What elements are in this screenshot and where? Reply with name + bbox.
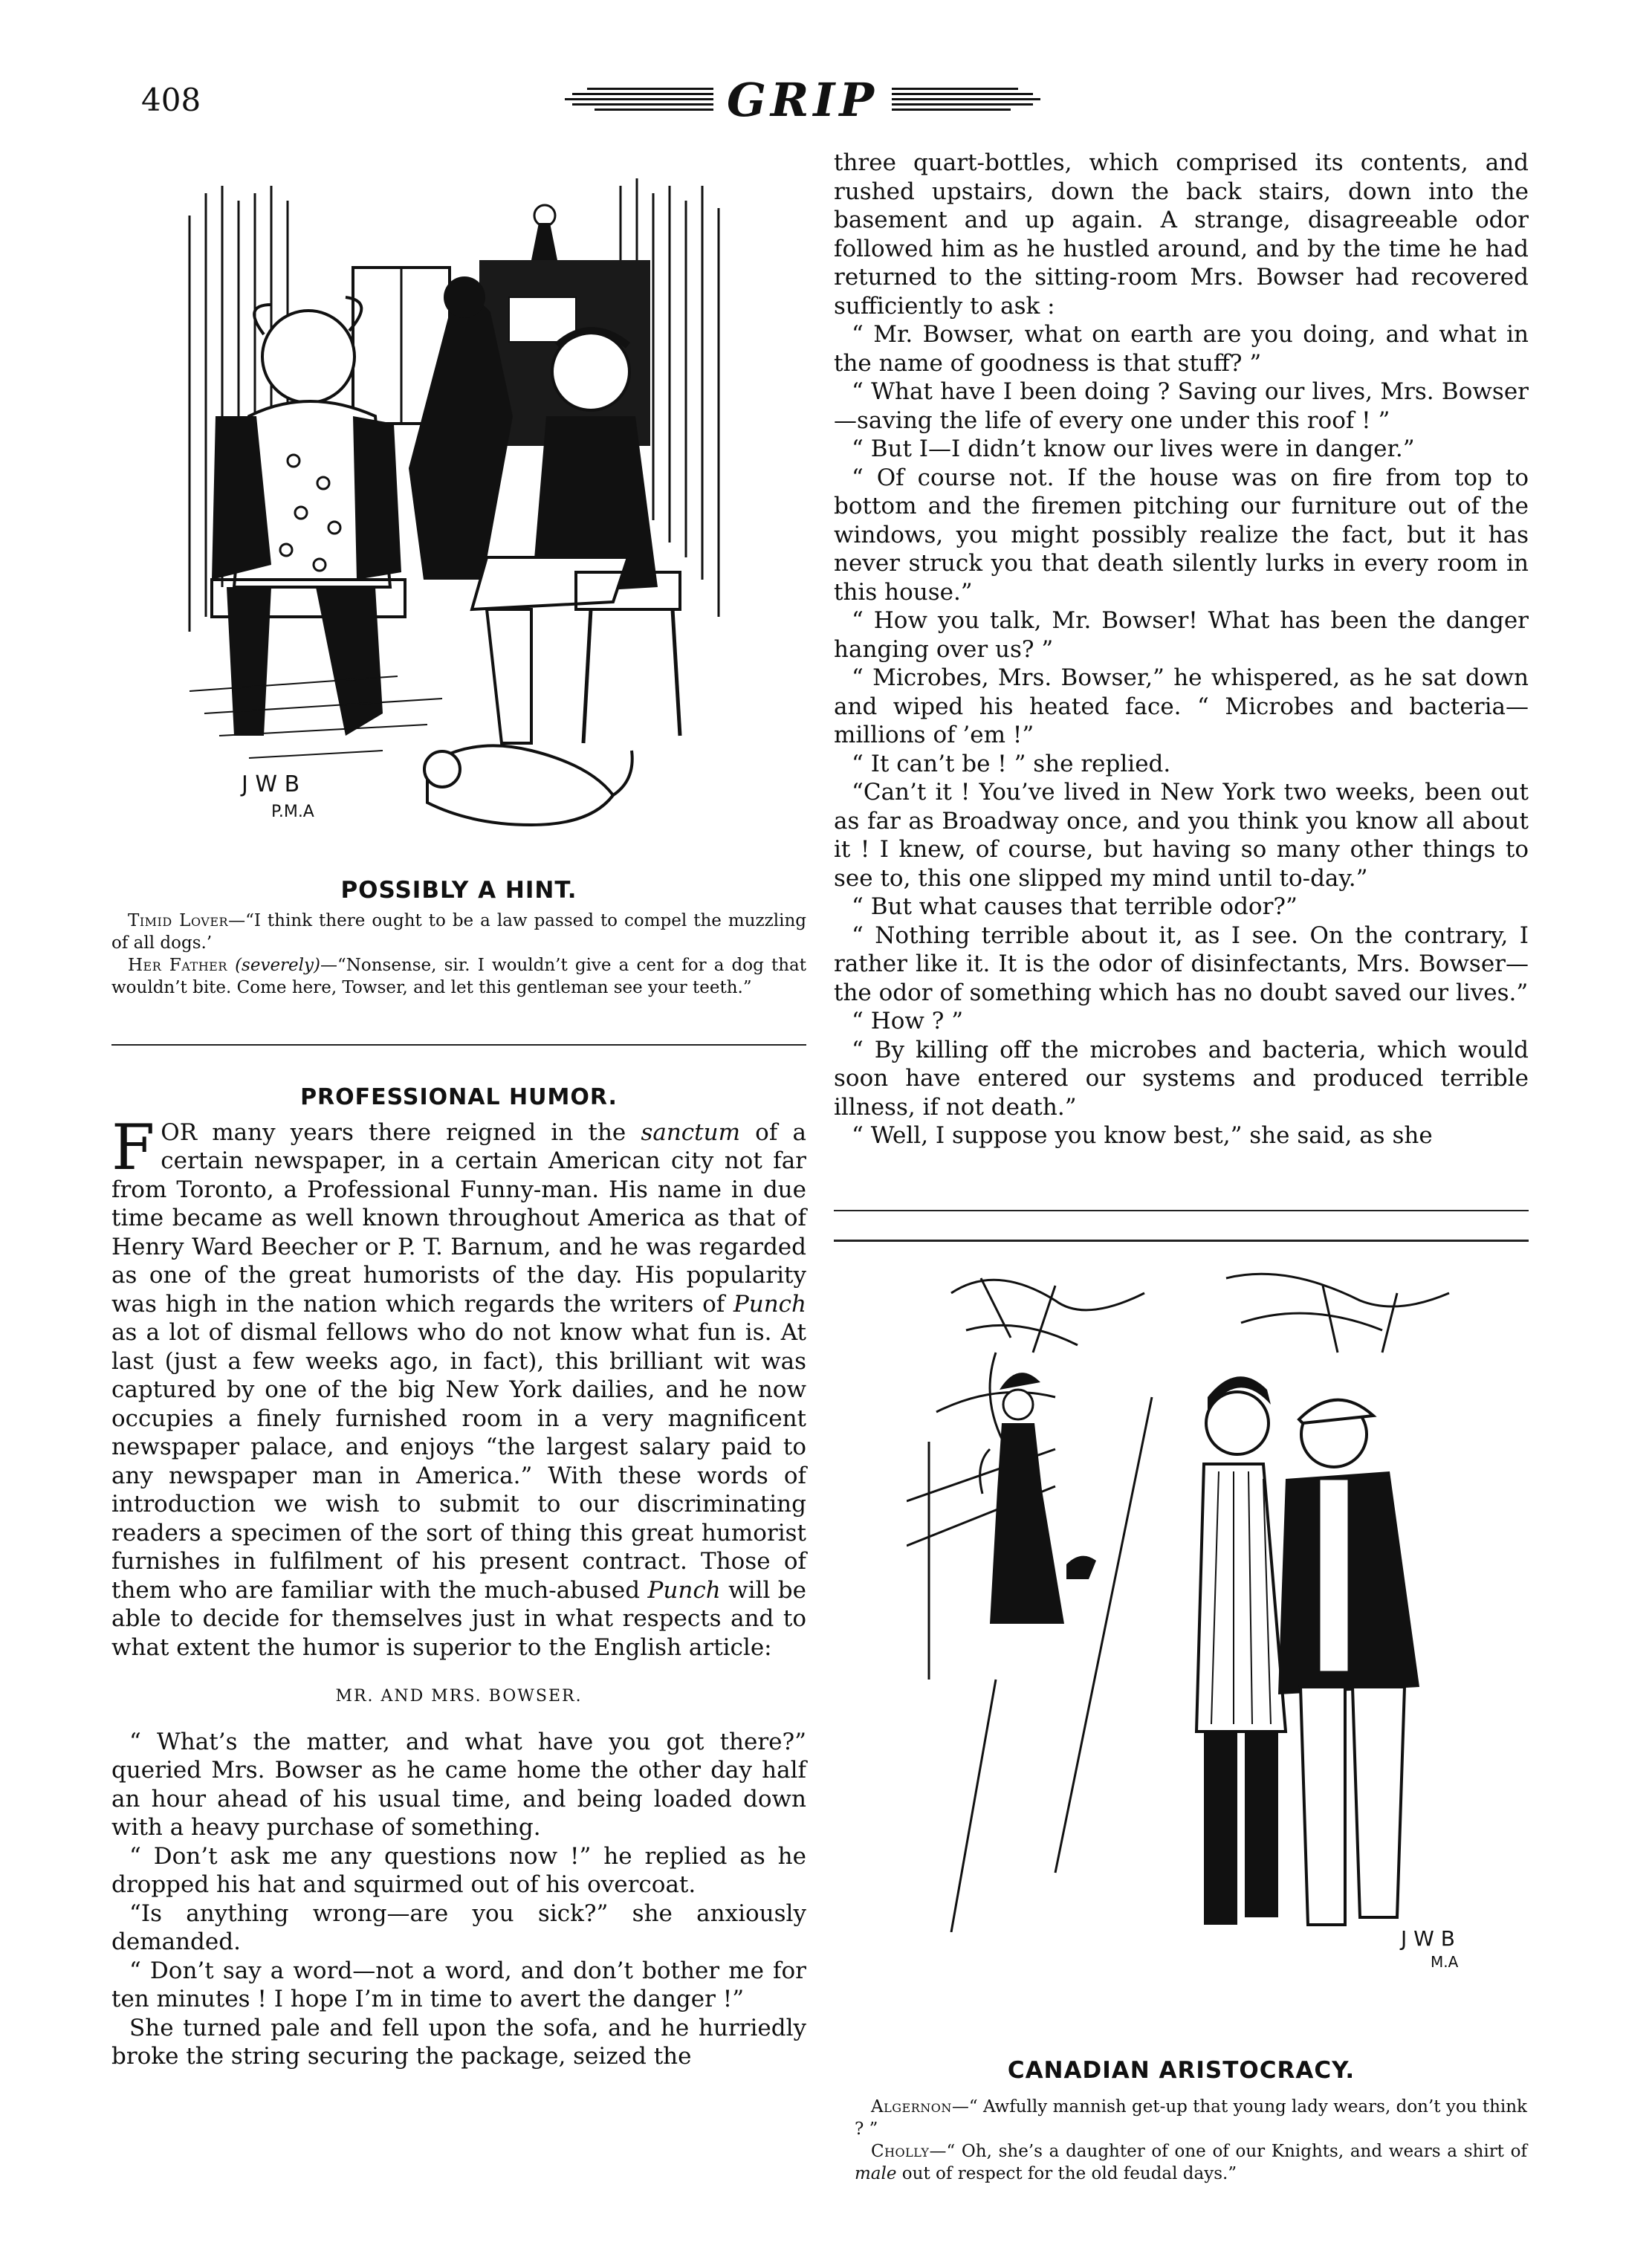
article-subheading: MR. AND MRS. BOWSER. (335, 1687, 583, 1706)
cartoon2-caption-line1 (855, 2096, 1527, 2140)
cartoon1-caption-line1 (111, 910, 806, 954)
article-paragraph: “ Nothing terrible about it, as I see. On the contrary, I rather like it. It is the odor of disinfectants, Mrs. Bowser—the odor of something which has no doubt saved our lives.” (834, 922, 1529, 1006)
article-paragraph: “Is anything wrong—are you sick?” she anxiously demanded. (111, 1899, 806, 1955)
cartoon2-speaker-1: Algernon (871, 2097, 952, 2116)
article-paragraph: “ But I—I didn’t know our lives were in danger.” (852, 435, 1415, 462)
article-right-column (834, 149, 1529, 1150)
article-paragraph: “ How you talk, Mr. Bowser! What has been the danger hanging over us? ” (834, 607, 1529, 663)
cartoon1-signature-mark: P.M.A (271, 803, 314, 821)
article-paragraph: three quart-bottles, which comprised its contents, and rushed upstairs, down the back stairs, down into the basement and up again. A strange, disagreeable odor followed him as he hustled around, and by the time he had returned to the sitting-room Mrs. Bowser had recovered sufficiently to ask : (834, 149, 1529, 320)
divider-left (111, 1044, 806, 1046)
cartoon-illustration-canadian-aristocracy (907, 1263, 1471, 1932)
divider-right-frame (834, 1240, 1529, 1242)
cartoon2-text-1: —“ Awfully mannish get-up that young lady wears, don’t you think ? ” (855, 2097, 1527, 2139)
cartoon1-signature-initials: J W B (242, 771, 300, 797)
cartoon2-speaker-2: Cholly (871, 2142, 930, 2161)
article-paragraph: She turned pale and fell upon the sofa, and he hurriedly broke the string securing the package, seized the (111, 2014, 806, 2070)
article-paragraph: “ But what causes that terrible odor?” (852, 893, 1298, 920)
article-left-column (111, 1084, 806, 2071)
article-paragraph: “ It can’t be ! ” she replied. (852, 750, 1171, 777)
masthead-rule-right (892, 71, 1040, 123)
article-paragraph: “ Of course not. If the house was on fire from top to bottom and the firemen pitching our furniture out of the windows, you might possibly realize the fact, but it has never struck you that death silently lurks in every room in this house.” (834, 464, 1529, 606)
page-number: 408 (141, 82, 201, 118)
cartoon2-caption-line2 (855, 2140, 1527, 2185)
article-paragraph: “ How ? ” (852, 1008, 964, 1034)
cartoon-illustration-possibly-a-hint (160, 171, 769, 862)
cartoon1-text-2: —“Nonsense, sir. I wouldn’t give a cent for a dog that wouldn’t bite. Come here, Towser, and let this gentleman see your teeth.” (111, 956, 806, 997)
cartoon2-caption (855, 2096, 1527, 2185)
cartoon1-speaker-1: Timid Lover (128, 911, 229, 930)
masthead-title: GRIP (726, 73, 879, 127)
article-paragraph: “Can’t it ! You’ve lived in New York two weeks, been out as far as Broadway once, and you think you know all about it ! I knew, of course, but having so many other things to see to, this one slipped my mind until to-day.” (834, 779, 1529, 892)
cartoon2-text-2: —“ Oh, she’s a daughter of one of our Knights, and wears a shirt of (929, 2142, 1527, 2161)
article-intro: FOR many years there reigned in the sanctum of a certain newspaper, in a certain American city not far from Toronto, a Professional Funny-man. His name in due time became as well known throughout America as that of Henry Ward Beecher or P. T. Barnum, and he was regarded as one of the great humorists of the day. His popularity was high in the nation which regards the writers of Punch as a lot of dismal fellows who do not know what fun is. At last (just a few weeks ago, in fact), this brilliant wit was captured by one of the big New York dailies, and he now occupies a finely furnished room in a very magnificent newspaper palace, and enjoys “the largest salary paid to any newspaper man in America.” With these words of introduction we wish to submit to our discriminating readers a specimen of the sort of thing this great humorist furnishes in fulfilment of his present contract. Those of them who are familiar with the much-abused Punch will be able to decide for themselves just in what respects and to what extent the humor is superior to the English article: (111, 1110, 806, 1661)
cartoon2-title: CANADIAN ARISTOCRACY. (1007, 2057, 1355, 2084)
cartoon2-signature-mark: M.A (1431, 1953, 1459, 1971)
cartoon1-caption-line2 (111, 954, 806, 999)
article-paragraph: “ Well, I suppose you know best,” she said, as she (852, 1122, 1433, 1149)
divider-right-top (834, 1210, 1529, 1211)
article-heading: PROFESSIONAL HUMOR. (300, 1084, 618, 1110)
article-paragraph: “ By killing off the microbes and bacteria, which would soon have entered our systems and produced terrible illness, if not death.” (834, 1036, 1529, 1121)
article-paragraph: “ Don’t say a word—not a word, and don’t bother me for ten minutes ! I hope I’m in time to avert the danger !” (111, 1957, 806, 2012)
cartoon1-direction: (severely) (235, 956, 320, 975)
article-paragraph: “ Mr. Bowser, what on earth are you doing, and what in the name of goodness is that stuff? ” (834, 321, 1529, 377)
masthead (565, 71, 1040, 127)
cartoon1-title: POSSIBLY A HINT. (340, 877, 577, 904)
drop-cap: F (111, 1110, 155, 1184)
cartoon2-italic: male (855, 2164, 897, 2183)
cartoon1-text-1: —“I think there ought to be a law passed to compel the muzzling of all dogs.’ (111, 911, 806, 953)
masthead-rule-left (565, 71, 713, 123)
article-paragraph: “ Microbes, Mrs. Bowser,” he whispered, as he sat down and wiped his heated face. “ Microbes and bacteria—millions of ’em !” (834, 664, 1529, 748)
article-paragraph: “ What’s the matter, and what have you got there?” queried Mrs. Bowser as he came home the other day half an hour ahead of his usual time, and being loaded down with a heavy purchase of something. (111, 1728, 806, 1841)
cartoon2-text-2-end: out of respect for the old feudal days.” (896, 2164, 1237, 2183)
cartoon1-caption (111, 910, 806, 999)
cartoon2-signature-initials: J W B (1401, 1926, 1455, 1951)
article-paragraph: “ Don’t ask me any questions now !” he replied as he dropped his hat and squirmed out of his overcoat. (111, 1842, 806, 1898)
article-paragraph: “ What have I been doing ? Saving our lives, Mrs. Bowser—saving the life of every one under this roof ! ” (834, 378, 1529, 434)
cartoon1-speaker-2: Her Father (128, 956, 227, 975)
